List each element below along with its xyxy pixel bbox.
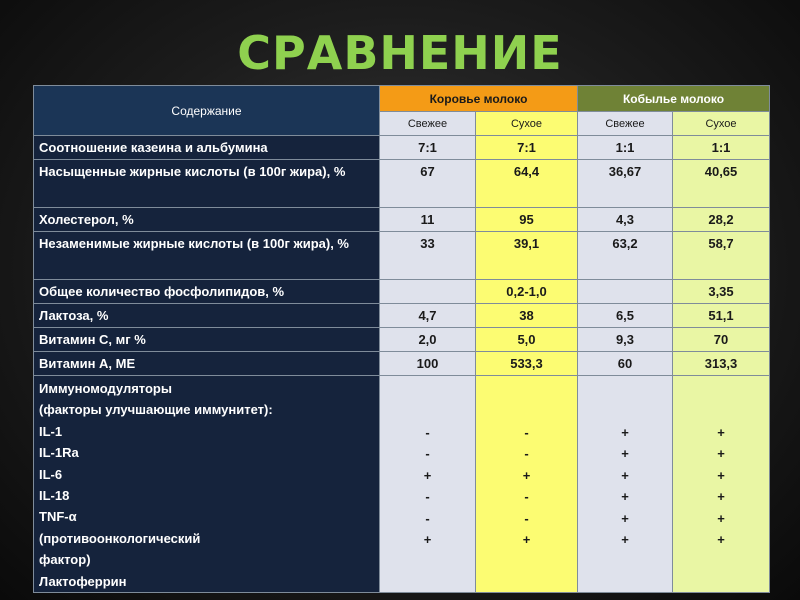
cell-cow-dry	[476, 376, 578, 593]
row-label: Незаменимые жирные кислоты (в 100г жира), %	[34, 232, 380, 280]
subheader-mare-fresh: Свежее	[578, 112, 673, 136]
cell-cow-fresh: 4,7	[380, 304, 476, 328]
immuno-line: (факторы улучшающие иммунитет):	[39, 402, 273, 418]
row-label: Насыщенные жирные кислоты (в 100г жира), %	[34, 160, 380, 208]
row-label: Холестерол, %	[34, 208, 380, 232]
cell-cow-fresh: 100	[380, 352, 476, 376]
row-label: Лактоза, %	[34, 304, 380, 328]
cell-mare-dry: 28,2	[673, 208, 770, 232]
cell-mare-dry: 70	[673, 328, 770, 352]
table-row	[34, 352, 770, 376]
cell-mare-dry: 51,1	[673, 304, 770, 328]
sign: +	[717, 425, 725, 440]
sign: +	[621, 532, 629, 548]
subheader-cow-fresh: Свежее	[380, 112, 476, 136]
immuno-line: Иммуномодуляторы	[39, 381, 172, 396]
table-row	[34, 232, 770, 280]
subheader-cow-dry: Сухое	[476, 112, 578, 136]
sign: +	[717, 532, 725, 548]
cell-cow-fresh	[380, 376, 476, 593]
cell-mare-fresh: 1:1	[578, 136, 673, 160]
immuno-line: (противоонкологический	[39, 530, 201, 546]
row-label: Витамин С, мг %	[34, 328, 380, 352]
cell-mare-dry: 3,35	[673, 280, 770, 304]
cell-cow-dry: 64,4	[476, 160, 578, 208]
row-label: Витамин А, МЕ	[34, 352, 380, 376]
table-row	[34, 280, 770, 304]
cell-cow-dry: 5,0	[476, 328, 578, 352]
sign: +	[717, 510, 725, 526]
header-row	[34, 86, 770, 112]
slide-title: СРАВНЕНИЕ	[237, 26, 563, 80]
table-row	[34, 328, 770, 352]
header-mare-milk: Кобылье молоко	[578, 86, 770, 112]
row-label: Общее количество фосфолипидов, %	[34, 280, 380, 304]
cell-mare-dry: 313,3	[673, 352, 770, 376]
cell-cow-fresh: 33	[380, 232, 476, 280]
immuno-line: Лактоферрин	[39, 573, 127, 589]
table-row-immunomodulators	[34, 376, 770, 593]
sign: +	[522, 532, 531, 548]
cell-mare-dry: 1:1	[673, 136, 770, 160]
sign: +	[522, 467, 531, 483]
sign: -	[524, 425, 529, 440]
sign: -	[425, 446, 430, 462]
header-cow-milk: Коровье молоко	[380, 86, 578, 112]
row-label-immunomodulators	[34, 376, 380, 593]
cell-mare-dry: 40,65	[673, 160, 770, 208]
cell-cow-dry: 7:1	[476, 136, 578, 160]
cell-mare-fresh: 6,5	[578, 304, 673, 328]
cell-mare-fresh	[578, 376, 673, 593]
sign: -	[425, 510, 430, 526]
sign: +	[423, 532, 432, 548]
cell-cow-dry: 0,2-1,0	[476, 280, 578, 304]
cell-cow-dry: 95	[476, 208, 578, 232]
immuno-line: IL-1	[39, 423, 63, 439]
sign: +	[717, 489, 725, 505]
sign: +	[717, 446, 725, 462]
immuno-line: TNF-α	[39, 509, 77, 525]
table-row	[34, 136, 770, 160]
header-content: Содержание	[34, 86, 380, 136]
cell-cow-dry: 38	[476, 304, 578, 328]
immuno-line: IL-6	[39, 466, 63, 482]
cell-mare-fresh: 60	[578, 352, 673, 376]
immuno-line: фактор)	[39, 552, 91, 568]
cell-cow-fresh	[380, 280, 476, 304]
table-row	[34, 208, 770, 232]
comparison-table	[33, 85, 770, 593]
cell-mare-fresh: 36,67	[578, 160, 673, 208]
cell-cow-fresh: 7:1	[380, 136, 476, 160]
sign: -	[524, 446, 529, 462]
cell-cow-dry: 39,1	[476, 232, 578, 280]
cell-mare-fresh: 63,2	[578, 232, 673, 280]
sign: +	[621, 446, 629, 462]
table-row	[34, 160, 770, 208]
sign: -	[524, 510, 529, 526]
immuno-line: IL-1Ra	[39, 445, 79, 461]
sign: +	[621, 425, 629, 440]
cell-cow-fresh: 67	[380, 160, 476, 208]
cell-mare-fresh: 4,3	[578, 208, 673, 232]
sign: -	[425, 489, 430, 505]
cell-cow-dry: 533,3	[476, 352, 578, 376]
cell-cow-fresh: 2,0	[380, 328, 476, 352]
cell-mare-dry: 58,7	[673, 232, 770, 280]
immuno-line: IL-18	[39, 488, 70, 504]
cell-mare-fresh	[578, 280, 673, 304]
row-label: Соотношение казеина и альбумина	[34, 136, 380, 160]
cell-mare-fresh: 9,3	[578, 328, 673, 352]
sign: -	[425, 425, 430, 440]
sign: +	[717, 467, 725, 483]
cell-mare-dry	[673, 376, 770, 593]
sign: -	[524, 489, 529, 505]
cell-cow-fresh: 11	[380, 208, 476, 232]
table-row	[34, 304, 770, 328]
immuno-line-tnf	[39, 506, 374, 549]
sign: +	[621, 510, 629, 526]
sign: +	[423, 467, 432, 483]
subheader-mare-dry: Сухое	[673, 112, 770, 136]
sign: +	[621, 489, 629, 505]
sign: +	[621, 467, 629, 483]
